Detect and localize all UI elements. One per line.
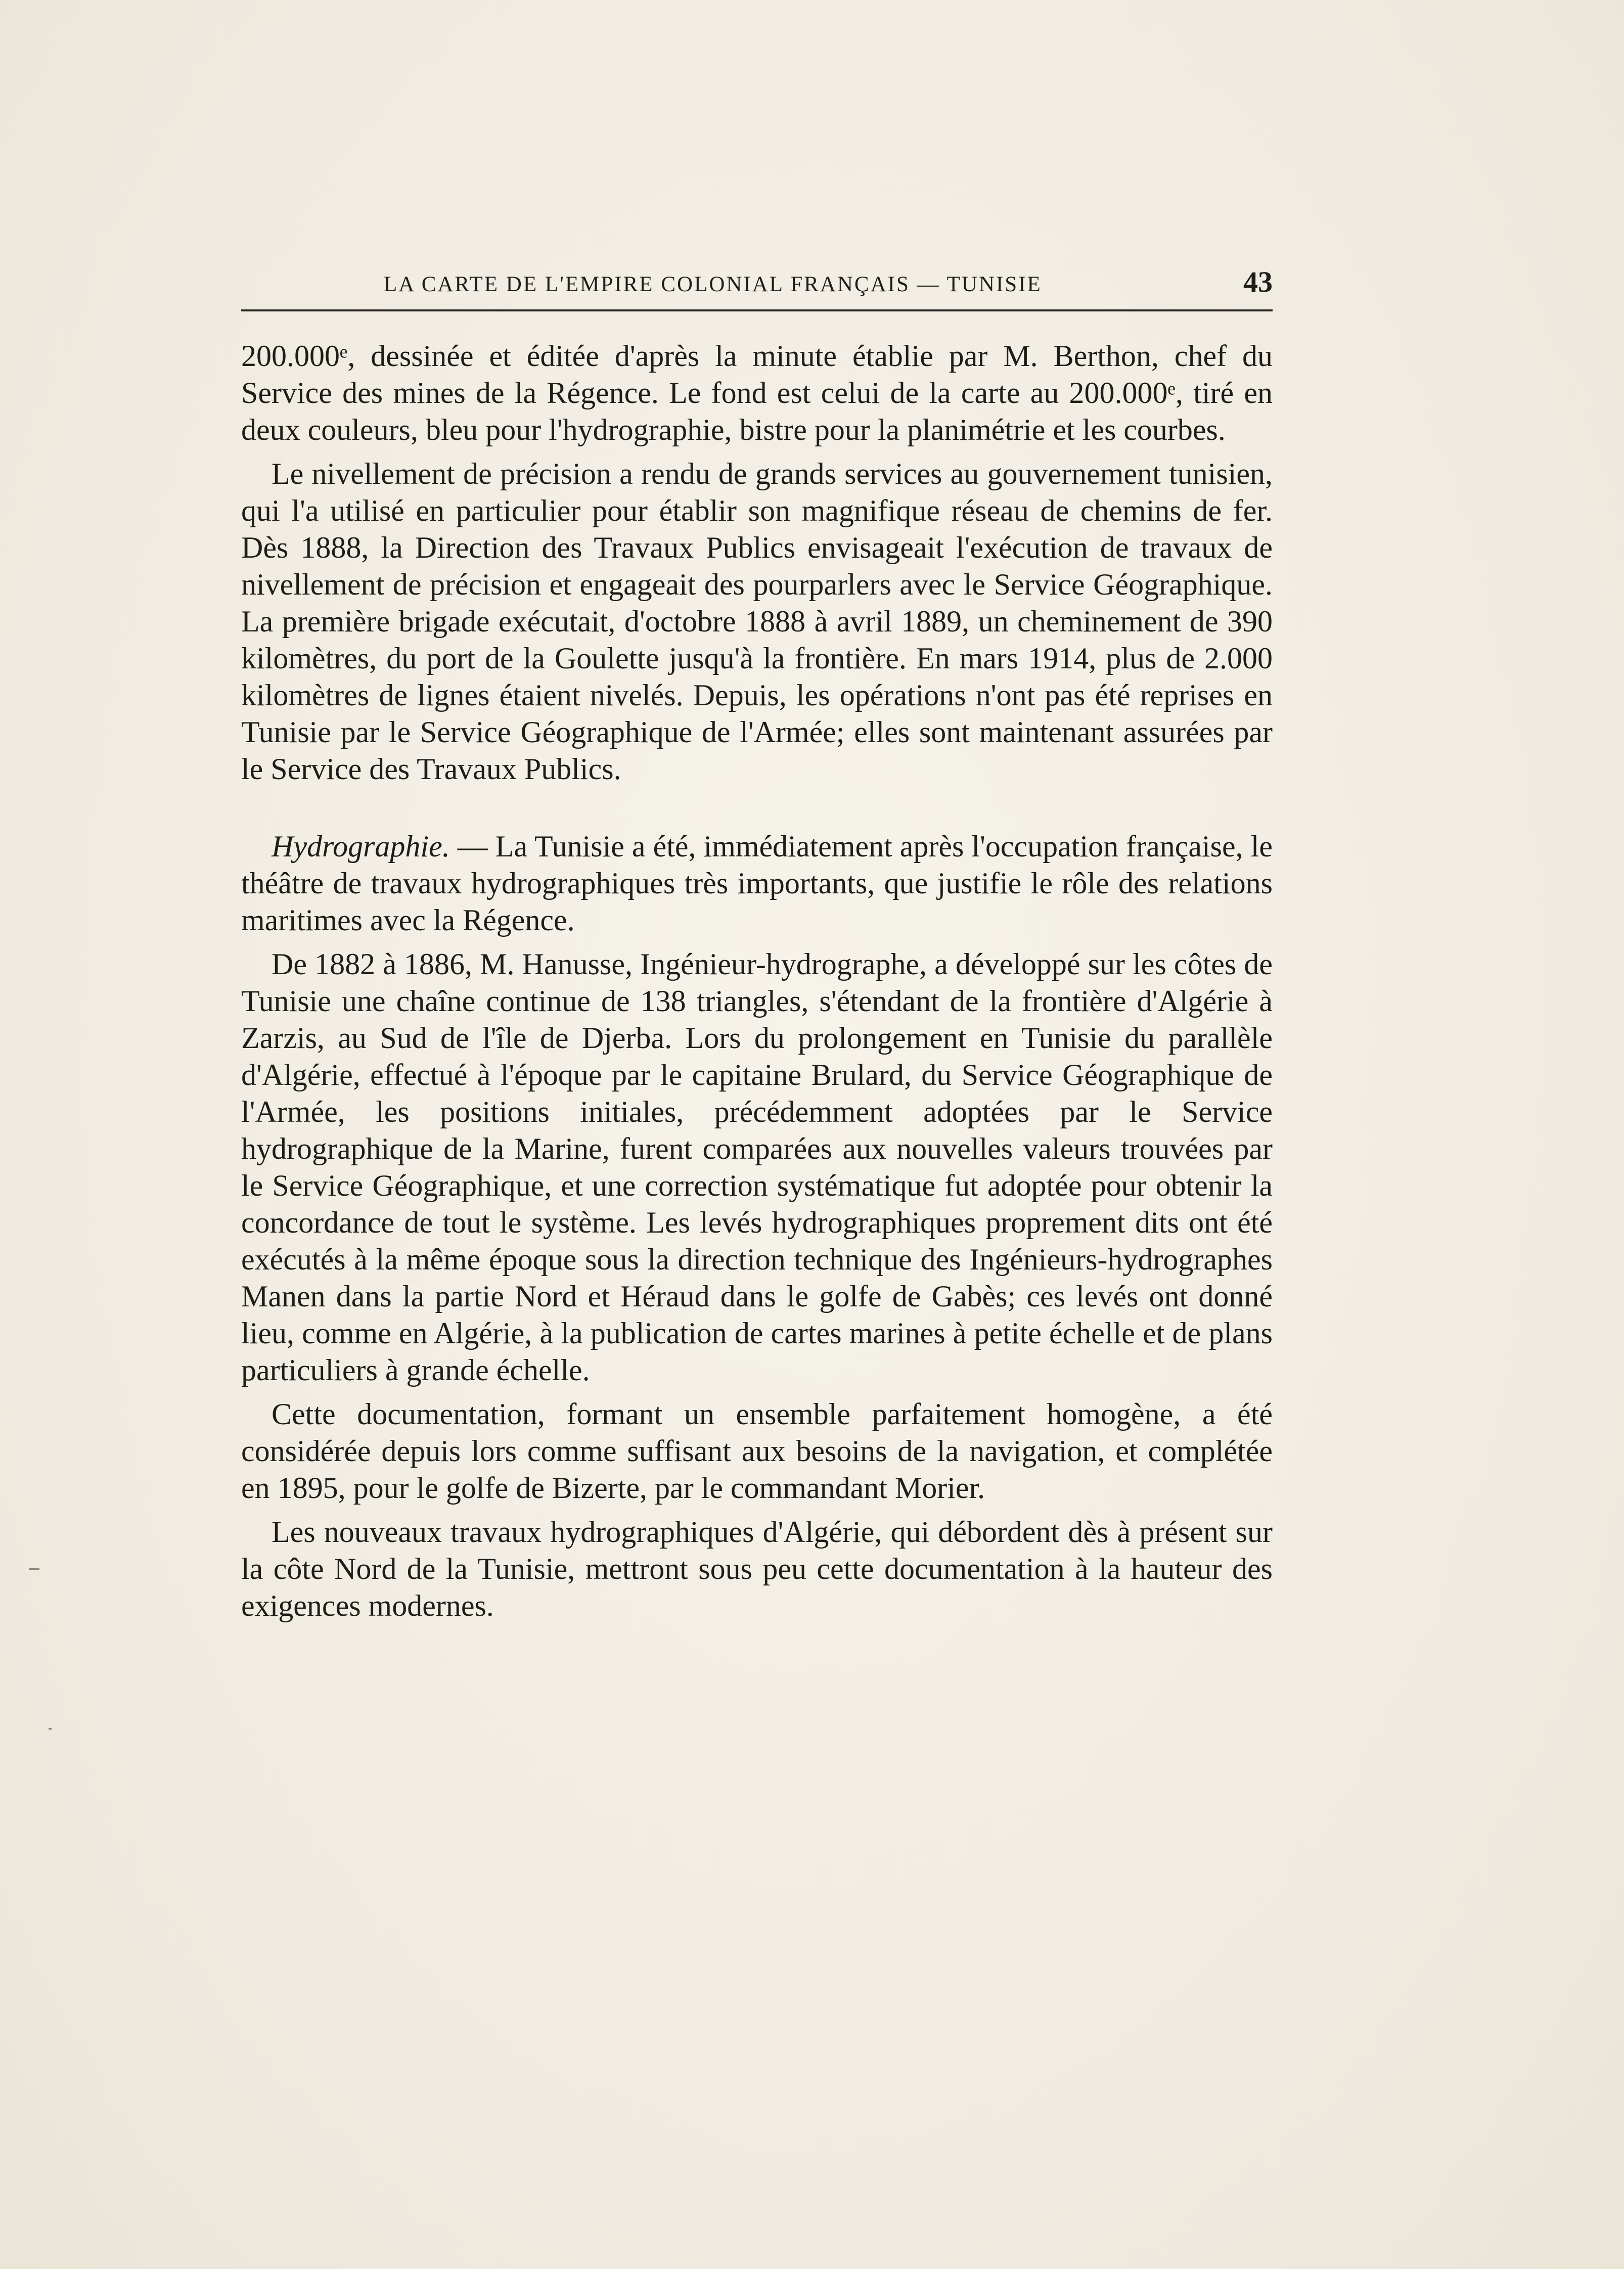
paragraph-hanusse: De 1882 à 1886, M. Hanusse, Ingénieur-hydrographe, a développé sur les côtes de Tunisie une chaîne continue de 138 triangles, s'étendant de la frontière d'Algérie à Zarzis, au Sud de l'île de Djerba. Lors du prolongement en Tunisie du parallèle d'Algérie, effectué à l'époque par le capitaine Brulard, du Service Géographique de l'Armée, les positions initiales, précédemment adoptées par le Service hydrographique de la Marine, furent comparées aux nouvelles valeurs trouvées par le Service Géographique, et une correction systématique fut adoptée pour obtenir la concordance de tout le système. Les levés hydrographiques proprement dits ont été exécutés à la même époque sous la direction technique des Ingénieurs-hydrographes Manen dans la partie Nord et Héraud dans le golfe de Gabès; ces levés ont donné lieu, comme en Algérie, à la publication de cartes marines à petite échelle et de plans particuliers à grande échelle. (241, 947, 1273, 1387)
paragraph-documentation: Cette documentation, formant un ensemble parfaitement homogène, a été considérée depuis lors comme suffisant aux besoins de la navigation, et complétée en 1895, pour le golfe de Bizerte, par le commandant Morier. (241, 1397, 1273, 1505)
margin-speck (29, 1568, 39, 1570)
running-head-title: LA CARTE DE L'EMPIRE COLONIAL FRANÇAIS — TUNISIE (384, 273, 1042, 296)
section-title-hydrographie: Hydrographie. (272, 830, 450, 863)
paragraph-nivellement: Le nivellement de précision a rendu de grands services au gouvernement tunisien, qui l'a utilisé en particulier pour établir son magnifique réseau de chemins de fer. Dès 1888, la Direction des Travaux Publics envisageait l'exécution de travaux de nivellement de précision et engageait des pourparlers avec le Service Géographique. La première brigade exécutait, d'octobre 1888 à avril 1889, un cheminement de 390 kilomètres, du port de la Goulette jusqu'à la frontière. En mars 1914, plus de 2.000 kilomètres de lignes étaient nivelés. Depuis, les opérations n'ont pas été reprises en Tunisie par le Service Géographique de l'Armée; elles sont maintenant assurées par le Service des Travaux Publics. (241, 457, 1273, 786)
paragraph-continued: 200.000ᵉ, dessinée et éditée d'après la minute établie par M. Berthon, chef du Service des mines de la Régence. Le fond est celui de la carte au 200.000ᵉ, tiré en deux couleurs, bleu pour l'hydrographie, bistre pour la planimétrie et les courbes. (241, 339, 1273, 446)
header-rule (241, 309, 1273, 311)
paragraph-hydrographie (241, 828, 1273, 939)
body-text (241, 338, 1273, 1624)
paragraph-nouveaux-travaux: Les nouveaux travaux hydrographiques d'Algérie, qui débordent dès à présent sur la côte Nord de la Tunisie, mettront sous peu cette documentation à la hauteur des exigences modernes. (241, 1515, 1273, 1622)
section-gap (241, 788, 1273, 828)
paragraph-gap (241, 448, 1273, 456)
paragraph-gap (241, 939, 1273, 946)
running-head (241, 263, 1273, 311)
paragraph-gap (241, 1507, 1273, 1514)
page-number: 43 (1243, 265, 1273, 298)
margin-speck (49, 1728, 52, 1730)
paragraph-gap (241, 1389, 1273, 1396)
paragraph-hydrographie-text: — La Tunisie a été, immédiatement après l'occupation française, le théâtre de travaux hydrographiques très importants, que justifie le rôle des relations maritimes avec la Régence. (241, 830, 1273, 937)
